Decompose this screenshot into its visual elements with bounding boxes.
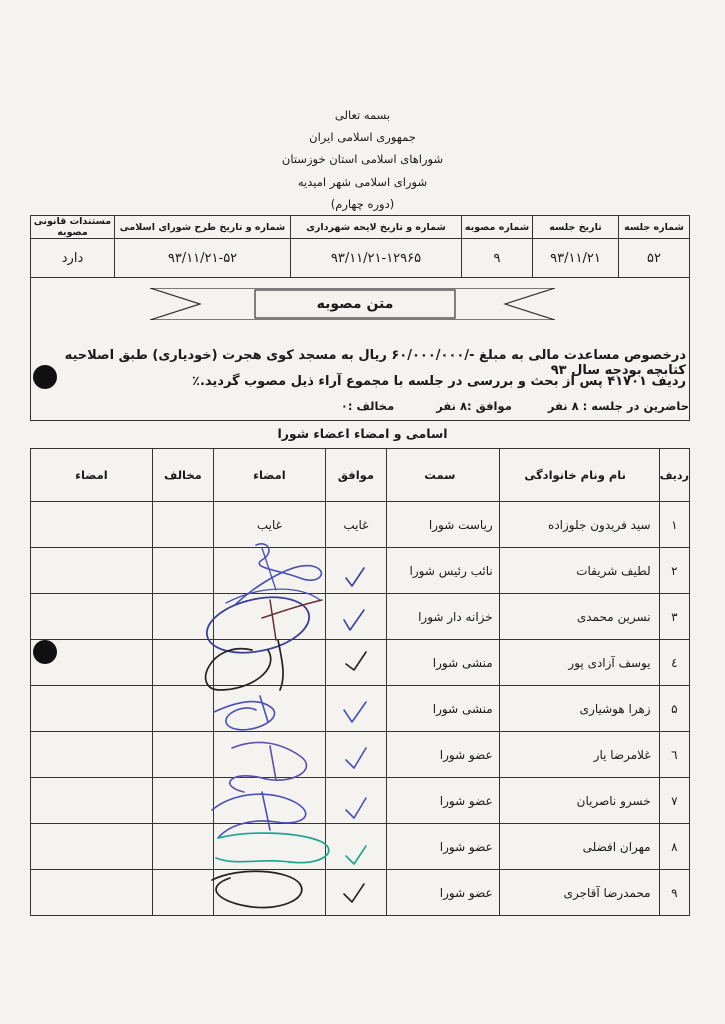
header-line: بسمه تعالی <box>334 108 391 122</box>
col-header: امضاء <box>214 449 326 502</box>
oppose-cell <box>152 594 213 640</box>
col-header: سمت <box>387 449 500 502</box>
table-row <box>31 870 690 916</box>
header-line: (دوره چهارم) <box>330 197 395 211</box>
table-row <box>31 640 690 686</box>
member-name: زهرا هوشیاری <box>499 686 659 732</box>
signature-cell-2 <box>31 594 153 640</box>
meta-header: شماره و تاریخ طرح شورای اسلامی <box>115 216 291 239</box>
agree-mark <box>325 870 386 916</box>
row-number: ٤ <box>659 640 689 686</box>
member-role: عضو شورا <box>387 778 500 824</box>
meta-value: ۵۲ <box>619 239 690 278</box>
resolution-text-line: ردیف ۴۱۷۰۱ پس از بحث و بررسی در جلسه با مجموع آراء ذیل مصوب گردید.٪ <box>192 374 686 389</box>
signature-cell-2 <box>31 732 153 778</box>
member-name: مهران افضلی <box>499 824 659 870</box>
meta-table <box>30 215 690 278</box>
meta-header: تاریخ جلسه <box>533 216 619 239</box>
agree-mark <box>325 594 386 640</box>
member-name: نسرین محمدی <box>499 594 659 640</box>
meta-value: ۹۳/۱۱/۲۱-۵۲ <box>115 239 291 278</box>
oppose-count: مخالف :۰ <box>340 399 395 413</box>
signature-cell <box>214 548 326 594</box>
table-row <box>31 732 690 778</box>
meta-value: ۹ <box>462 239 533 278</box>
agree-mark <box>325 778 386 824</box>
resolution-title: متن مصوبه <box>316 296 394 312</box>
row-number: ۳ <box>659 594 689 640</box>
meta-header: شماره جلسه <box>619 216 690 239</box>
signature-cell <box>214 640 326 686</box>
meta-header: مستندات قانونی مصوبه <box>31 216 115 239</box>
signature-cell <box>214 732 326 778</box>
meta-value: دارد <box>31 239 115 278</box>
table-row <box>31 502 690 548</box>
header-line: شوراهای اسلامی استان خوزستان <box>281 152 444 166</box>
meta-value: ۹۳/۱۱/۲۱ <box>533 239 619 278</box>
meta-value: ۹۳/۱۱/۲۱-۱۲۹۶۵ <box>291 239 462 278</box>
member-role: منشی شورا <box>387 686 500 732</box>
signature-cell-2 <box>31 640 153 686</box>
member-name: خسرو ناصریان <box>499 778 659 824</box>
row-number: ۷ <box>659 778 689 824</box>
signature-cell-2 <box>31 686 153 732</box>
oppose-cell <box>152 502 213 548</box>
row-number: ۸ <box>659 824 689 870</box>
members-title: اسامی و امضاء اعضاء شورا <box>277 426 448 441</box>
table-row <box>31 594 690 640</box>
agree-mark <box>325 686 386 732</box>
oppose-cell <box>152 732 213 778</box>
table-row <box>31 824 690 870</box>
col-header: نام ونام خانوادگی <box>499 449 659 502</box>
oppose-cell <box>152 778 213 824</box>
agree-mark <box>325 548 386 594</box>
col-header: امضاء <box>31 449 153 502</box>
oppose-cell <box>152 640 213 686</box>
attendance-count: حاضرین در جلسه : ۸ نفر <box>547 399 689 413</box>
oppose-cell <box>152 548 213 594</box>
member-role: منشی شورا <box>387 640 500 686</box>
signature-cell <box>214 870 326 916</box>
row-number: ٦ <box>659 732 689 778</box>
table-row <box>31 686 690 732</box>
member-name: محمدرضا آقاجری <box>499 870 659 916</box>
member-role: ریاست شورا <box>387 502 500 548</box>
attendance-row <box>341 399 689 413</box>
table-row <box>31 778 690 824</box>
meta-header: شماره مصوبه <box>462 216 533 239</box>
signature-cell-2 <box>31 824 153 870</box>
oppose-cell <box>152 824 213 870</box>
col-header: ردیف <box>659 449 689 502</box>
header-line: شورای اسلامی شهر امیدیه <box>297 175 428 189</box>
resolution-text-line: درخصوص مساعدت مالی به مبلغ -/۶۰/۰۰۰/۰۰۰ ریال به مسجد کوی هجرت (خودیاری) طبق اصلاحیه کتابچه بودجه سال ۹۳ <box>64 348 686 378</box>
signature-cell <box>214 594 326 640</box>
meta-header: شماره و تاریخ لایحه شهرداری <box>291 216 462 239</box>
table-row <box>31 548 690 594</box>
agree-mark <box>325 640 386 686</box>
member-name: یوسف آزادی پور <box>499 640 659 686</box>
row-number: ۹ <box>659 870 689 916</box>
signature-cell <box>214 686 326 732</box>
agree-mark <box>325 732 386 778</box>
signature-cell-2 <box>31 870 153 916</box>
signature-cell-2 <box>31 778 153 824</box>
member-name: لطیف شریفات <box>499 548 659 594</box>
signature-cell <box>214 778 326 824</box>
signature-cell <box>214 824 326 870</box>
member-role: عضو شورا <box>387 870 500 916</box>
signature-cell: غایب <box>214 502 326 548</box>
member-role: عضو شورا <box>387 824 500 870</box>
member-name: غلامرضا یار <box>499 732 659 778</box>
oppose-cell <box>152 686 213 732</box>
row-number: ۵ <box>659 686 689 732</box>
row-number: ۱ <box>659 502 689 548</box>
member-role: خزانه دار شورا <box>387 594 500 640</box>
member-name: سید فریدون جلوزاده <box>499 502 659 548</box>
members-table <box>30 448 690 916</box>
signature-cell-2 <box>31 502 153 548</box>
row-number: ۲ <box>659 548 689 594</box>
oppose-cell <box>152 870 213 916</box>
member-role: عضو شورا <box>387 732 500 778</box>
signature-cell-2 <box>31 548 153 594</box>
agree-mark: غایب <box>325 502 386 548</box>
col-header: مخالف <box>152 449 213 502</box>
agree-count: موافق :۸ نفر <box>436 399 512 413</box>
agree-mark <box>325 824 386 870</box>
col-header: موافق <box>325 449 386 502</box>
member-role: نائب رئیس شورا <box>387 548 500 594</box>
header-line: جمهوری اسلامی ایران <box>309 130 416 144</box>
